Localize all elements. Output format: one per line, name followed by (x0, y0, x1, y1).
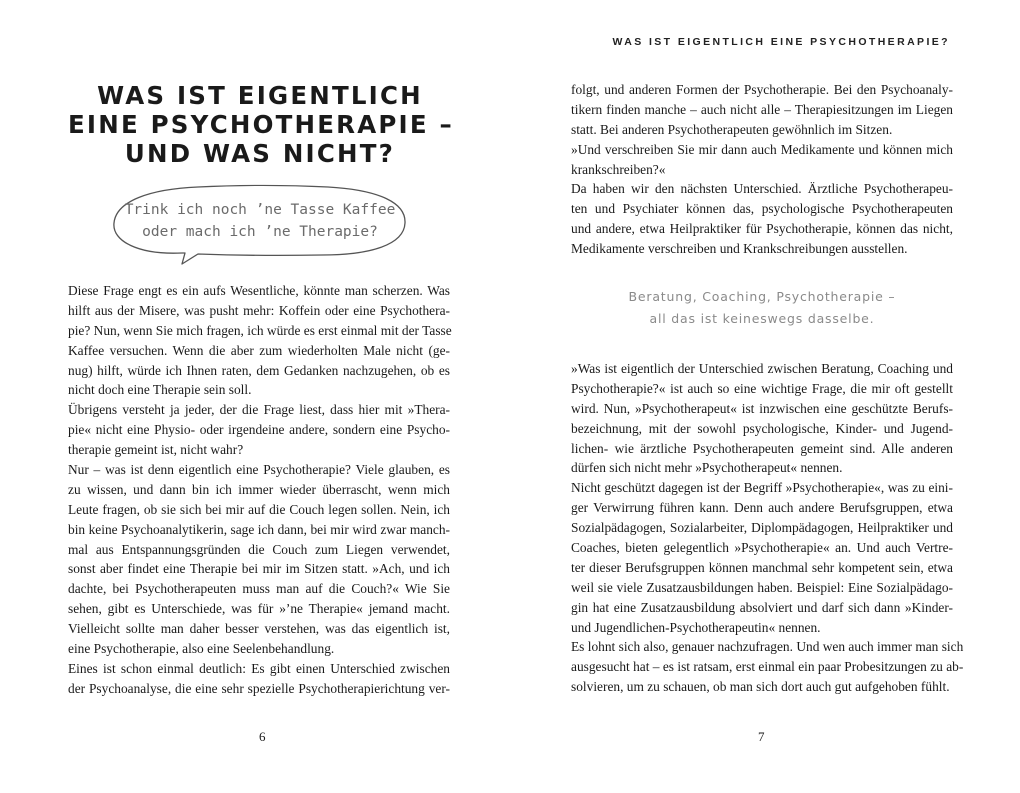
chapter-title-line: UND WAS NICHT? (124, 139, 396, 168)
text-line: gin hat eine Zusatzausbildung absolviert und darf sich dann »Kinder- (571, 599, 953, 615)
text-line: bin keine Psychoanalytikerin, sage ich dann, bei mir wird zwar manch- (68, 521, 450, 537)
text-line: pie? Nun, wenn Sie mich fragen, ich würde es erst einmal mit der Tasse (68, 322, 452, 338)
text-line: statt. Bei anderen Psychotherapeuten gewöhnlich im Sitzen. (571, 121, 893, 137)
text-line: Kaffee versuchen. Wenn die aber zum wiederholten Male nicht (ge- (68, 342, 450, 358)
pull-quote-line: all das ist keineswegs dasselbe. (649, 311, 875, 326)
text-line: wird. Nun, »Psychotherapeut« ist inzwischen eine geschützte Berufs- (571, 400, 953, 416)
text-line: Es lohnt sich also, genauer nachzufragen. Und wen auch immer man sich (571, 639, 964, 655)
text-line: Da haben wir den nächsten Unterschied. Ärztliche Psychotherapeu- (571, 181, 953, 197)
right-body-text-top (571, 80, 953, 259)
chapter-title-line: EINE PSYCHOTHERAPIE – (68, 110, 454, 139)
text-line: therapie gemeint ist, nicht wahr? (68, 442, 244, 458)
chapter-title-line: WAS IST EIGENTLICH (97, 81, 423, 110)
speech-bubble-text (108, 199, 412, 243)
right-page (510, 0, 1020, 793)
text-line: Sozialpädagogen, Sozialarbeiter, Diplompädagogen, Heilpraktiker und (571, 520, 953, 536)
text-line: Vielleicht sollte man daher besser verstehen, was das eigentlich ist, (68, 621, 450, 637)
page-number: 7 (758, 729, 765, 744)
text-line: Nur – was ist denn eigentlich eine Psychotherapie? Viele glauben, es (68, 462, 450, 478)
text-line: ter dieser Berufsgruppen können manchmal sehr kompetent sein, etwa (571, 559, 953, 575)
pull-quote (571, 286, 953, 330)
text-line: Übrigens versteht ja jeder, der die Frage liest, dass hier mit »Thera- (68, 402, 450, 418)
text-line: ausgesucht hat – es ist ratsam, erst einmal ein paar Probesitzungen zu ab- (571, 659, 964, 675)
page-number: 6 (259, 729, 266, 744)
text-line: sehen, gibt es Unterschiede, was für »’ne Therapie« jemand macht. (68, 601, 450, 617)
text-line: Eines ist schon einmal deutlich: Es gibt einen Unterschied zwischen (68, 660, 450, 676)
text-line: folgt, und anderen Formen der Psychotherapie. Bei den Psychoanaly- (571, 82, 953, 97)
text-line: Medikamente verschreiben und Krankschreibungen ausstellen. (571, 241, 908, 257)
text-line: eine Psychotherapie, also eine Seelenbehandlung. (68, 641, 335, 657)
right-body-text-bottom (571, 359, 964, 697)
speech-bubble-line: Trink ich noch ’ne Tasse Kaffee (124, 202, 396, 218)
text-line: hilft aus der Misere, was pusht mehr: Koffein oder eine Psychothera- (68, 302, 450, 318)
text-line: ger Verwirrung führen kann. Denn auch andere Berufsgruppen, etwa (571, 500, 953, 516)
text-line: »Und verschreiben Sie mir dann auch Medikamente und können mich (571, 141, 953, 157)
text-line: krankschreiben?« (571, 161, 666, 177)
text-line: und andere, etwa Heilpraktiker für Psychotherapie, können das nicht, (571, 221, 953, 237)
text-line: Leute fragen, ob sie sich bei mir auf die Couch legen sollen. Nein, ich (68, 501, 450, 517)
left-body-text (68, 281, 450, 699)
speech-bubble-line: oder mach ich ’ne Therapie? (142, 224, 378, 240)
text-line: dürfen sich nicht mehr »Psychotherapeut« nennen. (571, 460, 843, 476)
text-line: Nicht geschützt dagegen ist der Begriff »Psychotherapie«, was zu eini- (571, 480, 953, 496)
speech-bubble (108, 183, 412, 267)
text-line: dachte, bei Psychotherapeuten muss man auf die Couch?« Wie Sie (68, 581, 450, 597)
pull-quote-line: Beratung, Coaching, Psychotherapie – (628, 289, 896, 304)
text-line: der Psychoanalyse, die eine sehr spezielle Psychotherapierichtung ver- (68, 680, 450, 696)
text-line: und Jugendlichen-Psychotherapeutin« nennen. (571, 619, 821, 635)
text-line: nug) hilft, würde ich Ihnen raten, dem Gedanken nachzugehen, ob es (68, 362, 450, 378)
text-line: pie« nicht eine Physio- oder irgendeine andere, sondern eine Psycho- (68, 422, 450, 438)
text-line: Coaches, bieten gelegentlich »Psychotherapie« an. Und auch Vertre- (571, 540, 953, 556)
text-line: Psychotherapie?« ist auch so eine wichtige Frage, die mir oft gestellt (571, 380, 953, 396)
text-line: ten und Psychiater können das, psychologische Psychotherapeuten (571, 201, 953, 217)
text-line: nicht doch eine Therapie sein soll. (68, 382, 252, 398)
text-line: sonst aber findet eine Therapie bei mir im Sitzen statt. »Ach, und ich (68, 561, 450, 577)
chapter-title (68, 81, 452, 168)
text-line: Diese Frage engt es ein aufs Wesentliche, könnte man scherzen. Was (68, 283, 450, 298)
text-line: lichen- wie ärztliche Psychotherapeuten gemeint sind. Alle anderen (571, 440, 953, 456)
text-line: mal aus Entspannungsgründen die Couch zum Liegen verwendet, (68, 541, 450, 557)
text-line: tikern finden manche – auch nicht alle – Therapiesitzungen im Liegen (571, 101, 953, 117)
running-head: WAS IST EIGENTLICH EINE PSYCHOTHERAPIE? (612, 36, 950, 48)
text-line: weil sie viele Zusatzausbildungen haben. Beispiel: Eine Sozialpädago- (571, 579, 953, 595)
text-line: bezeichnung, mit der sowohl psychologische, Kinder- und Jugend- (571, 420, 953, 436)
text-line: »Was ist eigentlich der Unterschied zwischen Beratung, Coaching und (571, 361, 953, 376)
text-line: zu wissen, und dann bin ich immer wieder überrascht, wenn mich (68, 481, 450, 497)
text-line: solvieren, um zu schauen, ob man sich dort auch gut aufgehoben fühlt. (571, 679, 950, 695)
